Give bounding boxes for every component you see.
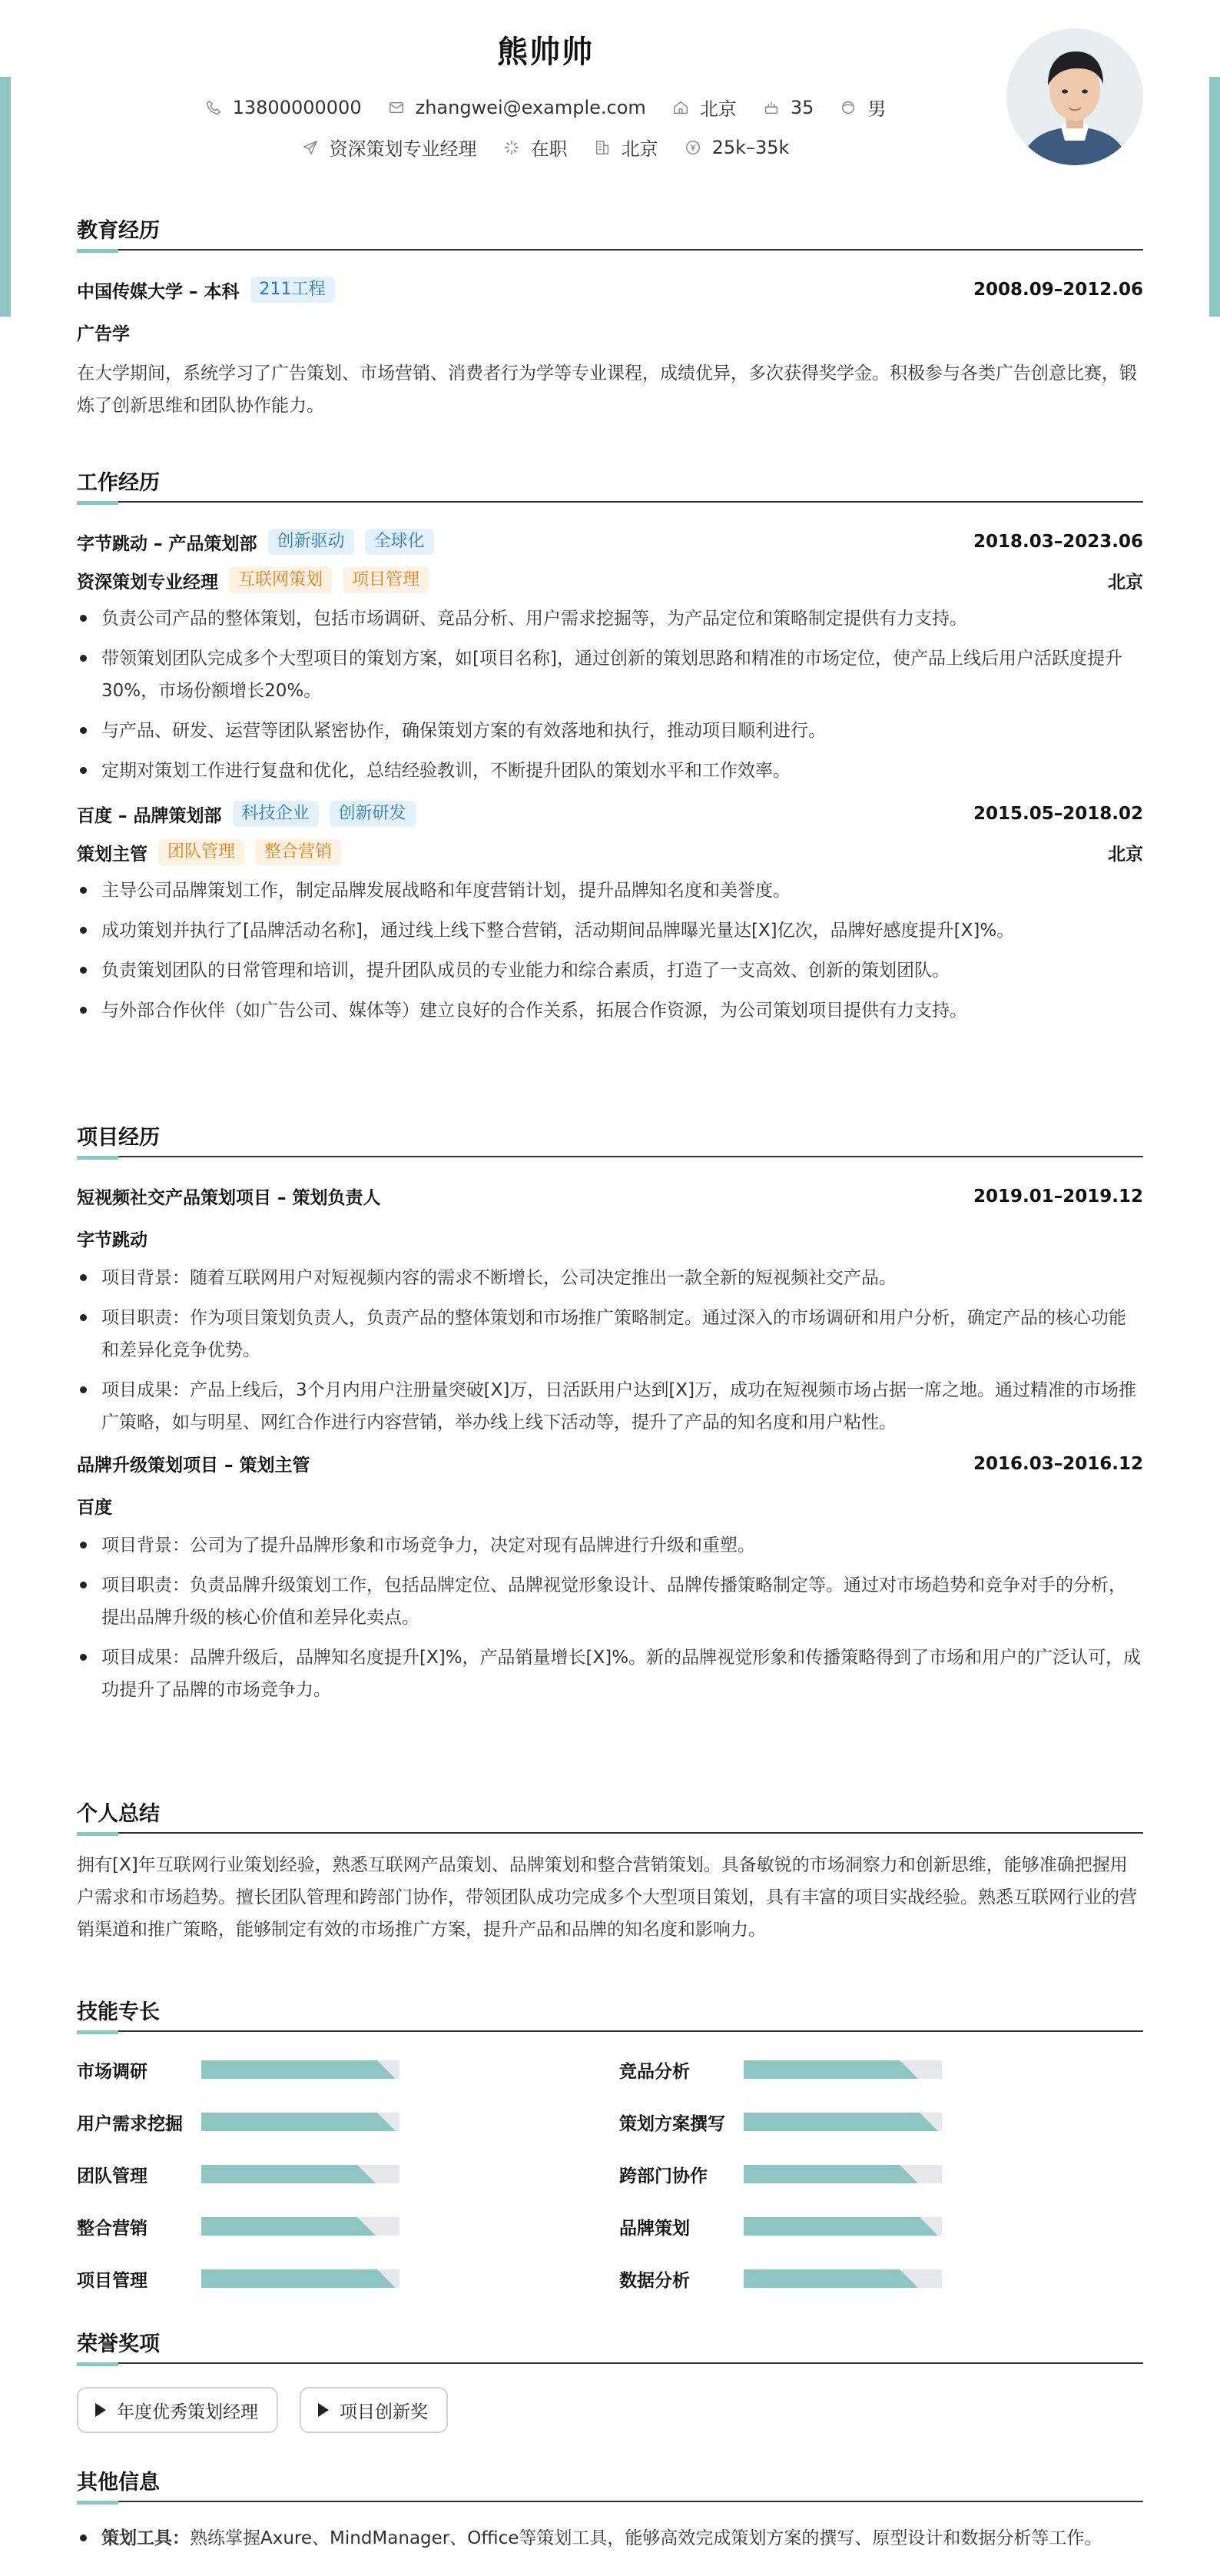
company-tag: 创新驱动 — [268, 529, 354, 555]
skills-section — [77, 1989, 1143, 2291]
work-bullets — [77, 603, 1143, 787]
education-header — [77, 207, 1143, 251]
skill-name: 市场调研 — [77, 2061, 148, 2082]
city-text: 北京 — [699, 98, 737, 120]
skill-bar-fill — [744, 2165, 918, 2183]
work-role-row — [77, 839, 1143, 865]
skill-item — [77, 2058, 399, 2081]
skill-item — [77, 2163, 399, 2186]
other-title: 其他信息 — [77, 2471, 160, 2495]
skill-bar — [744, 2060, 942, 2079]
education-title: 教育经历 — [77, 219, 160, 243]
awards-section — [77, 2321, 1143, 2433]
skill-item — [77, 2267, 399, 2290]
section-accent — [77, 249, 118, 253]
skill-name: 项目管理 — [77, 2270, 148, 2291]
project-bullets — [77, 1529, 1143, 1706]
section-accent — [77, 1156, 118, 1160]
list-item: 定期对策划工作进行复盘和优化，总结经验教训，不断提升团队的策划水平和工作效率。 — [77, 755, 1143, 787]
target-city-text: 北京 — [621, 138, 658, 160]
send-icon — [302, 139, 319, 156]
gender-item — [840, 94, 886, 121]
salary-text: 25k–35k — [711, 136, 790, 158]
project-date: 2016.03–2016.12 — [973, 1453, 1143, 1474]
projects-title: 项目经历 — [77, 1126, 160, 1150]
work-company-row — [77, 529, 1143, 555]
skill-bar-fill — [201, 2217, 376, 2236]
email-text: zhangwei@example.com — [415, 96, 646, 118]
list-item: 项目成果：品牌升级后，品牌知名度提升[X]%，产品销量增长[X]%。新的品牌视觉形象和传播策略得到了市场和用户的广泛认可，成功提升了品牌的市场竞争力。 — [77, 1642, 1143, 1706]
company-name: 百度 – 品牌策划部 — [77, 805, 222, 826]
skill-item — [619, 2215, 942, 2238]
skills-header — [77, 1989, 1143, 2032]
status-text: 在职 — [530, 138, 568, 160]
award-label: 项目创新奖 — [340, 2402, 428, 2422]
coin-icon — [685, 139, 701, 156]
role-tag: 团队管理 — [158, 839, 244, 865]
project-org: 字节跳动 — [77, 1230, 148, 1250]
skill-bar — [201, 2269, 399, 2288]
project-bullets — [77, 1262, 1143, 1439]
skill-bar — [744, 2269, 942, 2288]
skill-bar — [201, 2165, 399, 2183]
section-accent — [77, 2501, 118, 2505]
other-header — [77, 2459, 1143, 2502]
list-item: 项目职责：负责品牌升级策划工作，包括品牌定位、品牌视觉形象设计、品牌传播策略制定等。通过对市场趋势和竞争对手的分析，提出品牌升级的核心价值和差异化卖点。 — [77, 1569, 1143, 1634]
right-accent-bar — [1209, 77, 1220, 317]
work-bullets — [77, 875, 1143, 1027]
role-tag: 互联网策划 — [229, 567, 332, 593]
skill-name: 数据分析 — [619, 2270, 690, 2291]
skill-bar-fill — [744, 2113, 938, 2131]
list-item: 负责公司产品的整体策划，包括市场调研、竞品分析、用户需求挖掘等，为产品定位和策略制定提供有力支持。 — [77, 603, 1143, 635]
project-name-row — [77, 1183, 1143, 1209]
age-text: 35 — [790, 96, 814, 118]
skill-item — [77, 2110, 399, 2133]
skill-name: 策划方案撰写 — [619, 2113, 725, 2134]
project-name: 短视频社交产品策划项目 – 策划负责人 — [77, 1188, 381, 1208]
skill-name: 竞品分析 — [619, 2061, 690, 2082]
other-text: 熟练掌握Axure、MindManager、Office等策划工具，能够高效完成策划方案的撰写、原型设计和数据分析等工作。 — [190, 2528, 1102, 2548]
skill-item — [619, 2267, 942, 2290]
role-tag: 项目管理 — [343, 567, 429, 593]
education-major: 广告学 — [77, 324, 130, 344]
skill-name: 用户需求挖掘 — [77, 2113, 183, 2134]
summary-title: 个人总结 — [77, 1802, 160, 1826]
list-item: 主导公司品牌策划工作，制定品牌发展战略和年度营销计划，提升品牌知名度和美誉度。 — [77, 875, 1143, 907]
summary-header — [77, 1791, 1143, 1834]
skill-bar — [201, 2060, 399, 2079]
target-city-item — [594, 134, 658, 161]
work-date: 2018.03–2023.06 — [973, 532, 1143, 552]
job-intent-row — [77, 134, 1014, 161]
skill-bar-fill — [744, 2269, 918, 2288]
work-section — [77, 460, 1143, 1034]
list-item: 成功策划并执行了[品牌活动名称]，通过线上线下整合营销，活动期间品牌曝光量达[X]亿次，品牌好感度提升[X]%。 — [77, 915, 1143, 947]
education-section — [77, 207, 1143, 422]
skill-item — [619, 2163, 942, 2186]
awards-title: 荣誉奖项 — [77, 2332, 160, 2356]
projects-header — [77, 1114, 1143, 1157]
project-org: 百度 — [77, 1498, 112, 1518]
loading-icon — [503, 139, 520, 156]
list-item: 项目成果：产品上线后，3个月内用户注册量突破[X]万，日活跃用户达到[X]万，成功在短视频市场占据一席之地。通过精准的市场推广策略，如与明星、网红合作进行内容营销，举办线上线下活动等，提升了产品的知名度和用户粘性。 — [77, 1374, 1143, 1439]
awards-list — [77, 2387, 1143, 2433]
skill-bar — [201, 2217, 399, 2236]
cake-icon — [763, 99, 780, 116]
play-icon — [318, 2403, 329, 2417]
skills-title: 技能专长 — [77, 2000, 160, 2024]
list-item: 项目背景：随着互联网用户对短视频内容的需求不断增长，公司决定推出一款全新的短视频社交产品。 — [77, 1262, 1143, 1294]
company-tag: 科技企业 — [233, 801, 319, 827]
education-entry-header — [77, 277, 1143, 303]
company-tag: 创新研发 — [330, 801, 416, 827]
resume-header — [77, 23, 1143, 177]
email-item — [388, 97, 646, 118]
avatar — [1006, 28, 1143, 165]
role-name: 资深策划专业经理 — [77, 572, 218, 593]
skill-name: 团队管理 — [77, 2166, 148, 2186]
project-entry — [77, 1451, 1143, 1706]
skill-name: 品牌策划 — [619, 2218, 690, 2239]
contact-row — [77, 94, 1014, 121]
skill-item — [619, 2058, 942, 2081]
project-entry — [77, 1183, 1143, 1439]
gender-text: 男 — [867, 98, 887, 120]
age-item — [763, 97, 814, 118]
projects-section — [77, 1114, 1143, 1714]
award-chip — [300, 2387, 448, 2433]
skill-bar — [744, 2165, 942, 2183]
work-date: 2015.05–2018.02 — [973, 804, 1143, 824]
work-location: 北京 — [1108, 572, 1143, 593]
skill-bar-fill — [201, 2060, 396, 2079]
skill-name: 跨部门协作 — [619, 2166, 708, 2186]
list-item: 带领策划团队完成多个大型项目的策划方案，如[项目名称]，通过创新的策划思路和精准的市场定位，使产品上线后用户活跃度提升30%，市场份额增长20%。 — [77, 642, 1143, 707]
skill-bar-fill — [201, 2165, 376, 2183]
summary-section — [77, 1791, 1143, 1946]
work-location: 北京 — [1108, 844, 1143, 865]
section-accent — [77, 1832, 118, 1836]
skill-bar — [744, 2113, 942, 2131]
work-role-row — [77, 567, 1143, 593]
list-item — [77, 2522, 1143, 2554]
section-accent — [77, 501, 118, 505]
other-list — [77, 2522, 1143, 2554]
role-tag: 整合营销 — [255, 839, 341, 865]
phone-item — [205, 97, 362, 118]
list-item: 与产品、研发、运营等团队紧密协作，确保策划方案的有效落地和执行，推动项目顺利进行。 — [77, 715, 1143, 747]
city-item — [672, 94, 737, 121]
role-name: 策划主管 — [77, 844, 148, 865]
work-title: 工作经历 — [77, 471, 160, 495]
work-company-row — [77, 801, 1143, 827]
project-name: 品牌升级策划项目 – 策划主管 — [77, 1456, 310, 1476]
skill-item — [619, 2110, 942, 2133]
list-item: 负责策划团队的日常管理和培训，提升团队成员的专业能力和综合素质，打造了一支高效、创新的策划团队。 — [77, 954, 1143, 987]
skill-bar — [201, 2113, 399, 2131]
other-section — [77, 2459, 1143, 2562]
position-item — [302, 134, 477, 161]
skill-name: 整合营销 — [77, 2218, 148, 2239]
other-label: 策划工具： — [101, 2528, 190, 2548]
list-item: 项目背景：公司为了提升品牌形象和市场竞争力，决定对现有品牌进行升级和重塑。 — [77, 1529, 1143, 1562]
phone-icon — [205, 99, 222, 116]
skill-bar-fill — [201, 2269, 396, 2288]
awards-header — [77, 2321, 1143, 2364]
project-name-row — [77, 1451, 1143, 1476]
skill-bar — [744, 2217, 942, 2236]
school-tag: 211工程 — [250, 277, 335, 303]
gender-icon — [840, 99, 857, 116]
school-name: 中国传媒大学 – 本科 — [77, 281, 240, 302]
skill-bar-fill — [201, 2113, 396, 2131]
list-item: 与外部合作伙伴（如广告公司、媒体等）建立良好的合作关系，拓展合作资源，为公司策划项目提供有力支持。 — [77, 994, 1143, 1027]
company-tag: 全球化 — [365, 529, 434, 555]
status-item — [503, 134, 568, 161]
award-chip — [77, 2387, 278, 2433]
education-date: 2008.09–2012.06 — [973, 280, 1143, 300]
home-icon — [672, 99, 689, 116]
position-text: 资深策划专业经理 — [329, 138, 477, 160]
project-date: 2019.01–2019.12 — [973, 1186, 1143, 1207]
award-label: 年度优秀策划经理 — [117, 2402, 258, 2422]
phone-text: 13800000000 — [232, 96, 362, 118]
work-entry — [77, 801, 1143, 1027]
skill-item — [77, 2215, 399, 2238]
skill-bar-fill — [744, 2060, 918, 2079]
building-icon — [594, 139, 611, 156]
salary-item — [685, 137, 790, 158]
candidate-name: 熊帅帅 — [497, 35, 594, 70]
work-entry — [77, 529, 1143, 787]
list-item: 项目职责：作为项目策划负责人，负责产品的整体策划和市场推广策略制定。通过深入的市场调研和用户分析，确定产品的核心功能和差异化竞争优势。 — [77, 1302, 1143, 1366]
play-icon — [95, 2403, 106, 2417]
summary-text: 拥有[X]年互联网行业策划经验，熟悉互联网产品策划、品牌策划和整合营销策划。具备敏锐的市场洞察力和创新思维，能够准确把握用户需求和市场趋势。擅长团队管理和跨部门协作，带领团队成功完成多个大型项目策划，具有丰富的项目实战经验。熟悉互联网行业的营销渠道和推广策略，能够制定有效的市场推广方案，提升产品和品牌的知名度和影响力。 — [77, 1855, 1137, 1940]
company-name: 字节跳动 – 产品策划部 — [77, 533, 257, 554]
work-header — [77, 460, 1143, 503]
section-accent — [77, 2362, 118, 2366]
skills-grid — [77, 2032, 1143, 2291]
education-description: 在大学期间，系统学习了广告策划、市场营销、消费者行为学等专业课程，成绩优异，多次获得奖学金。积极参与各类广告创意比赛，锻炼了创新思维和团队协作能力。 — [77, 363, 1137, 416]
left-accent-bar — [0, 77, 11, 317]
mail-icon — [388, 99, 405, 116]
skill-bar-fill — [744, 2217, 938, 2236]
